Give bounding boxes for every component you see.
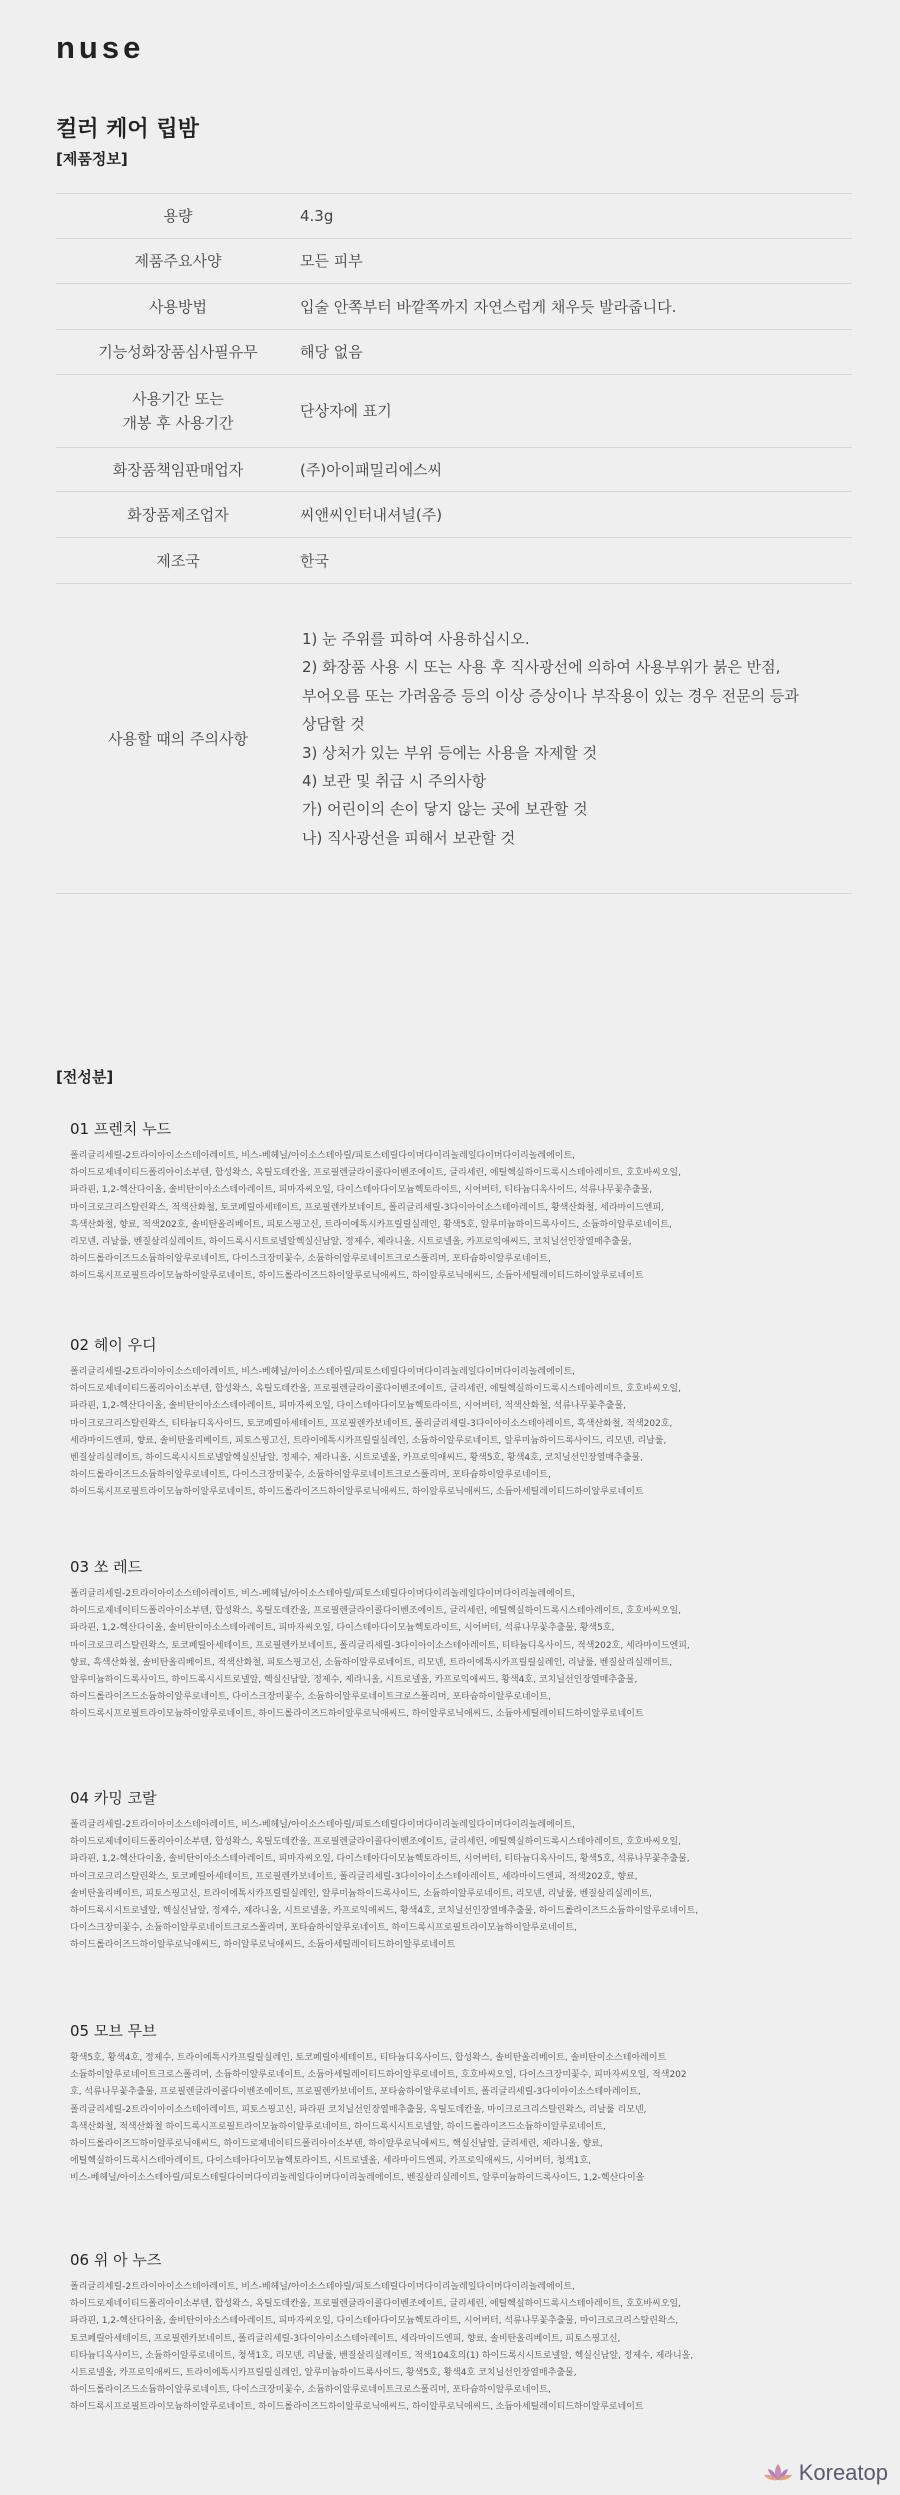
- ingredient-block: [70, 1787, 830, 1955]
- ingredient-line: 하이드롤라이즈드소듐하이알루로네이트, 다이스크장미꽃수, 소듐하이알루로네이트크로스폴리머, 포타슘하이알루로네이트,: [70, 1254, 551, 1265]
- info-row-key: 사용방법: [56, 284, 300, 330]
- ingredient-block: [70, 2020, 830, 2188]
- info-row: [56, 538, 852, 584]
- ingredient-line: 벤질살리실레이트, 하이드록시시트로넬알헥실신남알, 정제수, 제라니올, 시트로넬올, 카프로익애씨드, 황색5호, 황색4호, 코치닐선인장열매추출물,: [70, 1453, 644, 1464]
- ingredient-line: 하이드로제네이티드폴리아이소부텐, 합성왁스, 옥틸도데칸올, 프로필렌글라이콜다이벤조에이트, 글리세린, 에틸헥실하이드록시스테아레이트, 호호바씨오일,: [70, 1606, 681, 1617]
- info-row-key: 기능성화장품심사필유무: [56, 330, 300, 375]
- caution-line: 가) 어린이의 손이 닿지 않는 곳에 보관할 것: [302, 800, 588, 819]
- brand-logo: nuse: [56, 30, 145, 65]
- ingredient-title: 02 헤이 우디: [70, 1336, 157, 1354]
- ingredient-line: 소듐하이알루로네이트크로스폴리머, 소듐하이알루로네이트, 소듐아세틸레이티드하이알루로네이트, 호호바씨오일, 다이스크장미꽃수, 피마자씨오일, 적색202: [70, 2070, 687, 2081]
- ingredient-line: 하이드롤라이즈드하이알루로닉애씨드, 하이드로제네이티드폴리아이소부텐, 하이알루로닉애씨드, 핵실신남알, 글리세린, 제라니올, 향료,: [70, 2139, 603, 2150]
- info-row-value: 단상자에 표기: [300, 375, 852, 448]
- ingredients-section-label: [전성분]: [56, 1068, 114, 1086]
- ingredient-line: 폴리글리세릴-2트라이아이소스테아레이트, 비스-베헤닐/아이소스테아릴/피토스테릴다이머다이리놀레일다이머다이리놀레에이트,: [70, 1589, 576, 1599]
- ingredient-line: 세라마이드엔피, 향료, 솔비탄올리베이트, 피토스핑고신, 트라이에톡시카프릴릴실레인, 소듐하이알루로네이트, 알루미늄하이드록사이드, 리모넨, 리날룰,: [70, 1435, 667, 1446]
- ingredient-line: 폴리글리세릴-2트라이아이소스테아레이트, 비스-베헤닐/아이소스테아릴/피토스테릴다이머다이리놀레일다이머다이리놀레에이트,: [70, 1151, 576, 1161]
- info-row: [56, 375, 852, 448]
- ingredient-title: 04 카밍 코랄: [70, 1789, 157, 1807]
- caution-line: 2) 화장품 사용 시 또는 사용 후 직사광선에 의하여 사용부위가 붉은 반점,: [302, 658, 781, 677]
- ingredient-line: 흑색산화철, 적색산화철 하이드록시프로필트라이모늄하이알루로네이트, 하이드록시시트로넬알, 하이드롤라이즈드소듐하이알루로네이트,: [70, 2121, 606, 2132]
- ingredient-line: 호, 석류나무꽃추출물, 프로필렌글라이콜다이벤조에이트, 프로필렌카보네이트, 포타슘하이알루로네이트, 폴리글리세릴-3다이아이소스테아레이트,: [70, 2087, 641, 2098]
- lotus-icon: [763, 2462, 793, 2484]
- ingredient-line: 알루미늄하이드록사이드, 하이드록시시트로넬알, 헥실신남알, 정제수, 제라니올, 시트로넬올, 카프로익애씨드, 황색4호, 코치닐선인장열매추출물,: [70, 1675, 638, 1686]
- info-row: [56, 284, 852, 330]
- info-row-key: 화장품제조업자: [56, 492, 300, 538]
- ingredient-title: 05 모브 무브: [70, 2022, 157, 2040]
- ingredient-line: 파라핀, 1,2-헥산다이올, 솔비탄이아소스테아레이트, 피마자씨오일, 다이스테아다이모늄헥토라이트, 시어버터, 석류나무꽃추출물, 황색5호,: [70, 1623, 615, 1634]
- info-row-key-line: 개봉 후 사용기간: [122, 414, 234, 432]
- caution-line: 4) 보관 및 취급 시 주의사항: [302, 771, 487, 790]
- product-info-table: [56, 193, 852, 894]
- watermark-text: Koreatop: [798, 2460, 888, 2485]
- ingredient-line: 하이드록시시트로넬알, 헥실신남알, 정제수, 제라니올, 시트로넬올, 카프로익애씨드, 황색4호, 코치닐선인장열매추출물, 하이드롤라이즈드소듐하이알루로네이트,: [70, 1906, 699, 1917]
- ingredient-title: 01 프렌치 누드: [70, 1120, 172, 1138]
- ingredient-line: 파라핀, 1,2-헥산다이올, 솔비탄이아소스테아레이트, 피마자씨오일, 다이스테아다이모늄헥토라이트, 시어버터, 티타늄디옥사이드, 황색5호, 석류나무꽃추출물,: [70, 1854, 690, 1865]
- caution-line: 부어오름 또는 가려움증 등의 이상 증상이나 부작용이 있는 경우 전문의 등과: [302, 686, 799, 705]
- info-row-key: 용량: [56, 194, 300, 239]
- ingredient-block: [70, 1118, 830, 1286]
- caution-row: [56, 584, 852, 894]
- ingredient-line: 하이드롤라이즈드하이알루로닉애씨드, 하이알루로닉애씨드, 소듐아세틸레이티드하이알루로네이트: [70, 1940, 456, 1951]
- ingredient-line: 흑색산화철, 향료, 적색202호, 솔비탄올리베이트, 피토스핑고신, 트라이에톡시카프릴릴실레인, 황색5호, 알루미늄하이드록사이드, 소듐하이알루로네이트,: [70, 1219, 672, 1230]
- caution-line: 1) 눈 주위를 피하여 사용하십시오.: [302, 629, 530, 648]
- caution-line: 3) 상처가 있는 부위 등에는 사용을 자제할 것: [302, 743, 598, 762]
- ingredient-line: 비스-베헤닐/아이소스테아릴/피토스테릴다이머다이리놀레일다이머다이리놀레에이트, 벤질살리실레이트, 알루미늄하이드록사이드, 1,2-헥산다이올: [70, 2173, 645, 2184]
- caution-line: 나) 직사광선을 피해서 보관할 것: [302, 828, 516, 847]
- ingredient-line: 파라핀, 1,2-헥산다이올, 솔비탄이아소스테아레이트, 피마자씨오일, 다이스테아다이모늄헥토라이트, 시어버터, 적색산화철, 석류나무꽃추출물,: [70, 1401, 627, 1412]
- caution-line: 상담할 것: [302, 715, 365, 734]
- watermark: [763, 2460, 888, 2486]
- ingredient-line: 파라핀, 1,2-헥산다이올, 솔비탄이아소스테아레이트, 피마자씨오일, 다이스테아다이모늄헥토라이트, 시어버터, 티타늄디옥사이드, 석류나무꽃추출물,: [70, 1185, 653, 1196]
- ingredient-block: [70, 2249, 830, 2417]
- ingredient-line: 하이드록시프로필트라이모늄하이알루로네이트, 하이드롤라이즈드하이알루로닉애씨드, 하이알루로닉애씨드, 소듐아세틸레이티드하이알루로네이트: [70, 1271, 644, 1282]
- info-row: [56, 194, 852, 239]
- info-row-key: 제조국: [56, 538, 300, 584]
- ingredient-line: 하이드롤라이즈드소듐하이알루로네이트, 다이스크장미꽃수, 소듐하이알루로네이트크로스폴리머, 포타슘하이알루로네이트,: [70, 2385, 551, 2396]
- info-row-value: 모든 피부: [300, 239, 852, 284]
- info-row-value: 해당 없음: [300, 330, 852, 375]
- ingredient-line: 에틸헥실하이드록시스테아레이트, 다이스테아다이모늄헥토라이트, 시트로넬올, 세라마이드엔피, 카프로익애씨드, 시어버터, 청색1호,: [70, 2156, 592, 2167]
- ingredient-line: 토코페릴아세테이트, 프로필렌카보네이트, 폴리글리세릴-3다이아이소스테아레이트, 세라마이드엔피, 향료, 솔비탄올리베이트, 피토스핑고신,: [70, 2333, 621, 2344]
- ingredient-line: 마이크로크리스탈린왁스, 토코페릴아세테이트, 프로필렌카보네이트, 폴리글리세릴-3다이아이소스테아레이트, 티타늄디옥사이드, 적색202호, 세라마이드엔피,: [70, 1640, 690, 1651]
- ingredient-line: 파라핀, 1,2-헥산다이올, 솔비탄이아소스테아레이트, 피마자씨오일, 다이스테아다이모늄헥토라이트, 시어버터, 석류나무꽃추출물, 마이크로크리스탈린왁스,: [70, 2316, 679, 2327]
- info-row-key: 제품주요사양: [56, 239, 300, 284]
- caution-value: [300, 584, 852, 894]
- info-row-value: 입술 안쪽부터 바깥쪽까지 자연스럽게 채우듯 발라줍니다.: [300, 284, 852, 330]
- ingredient-line: 하이드로제네이티드폴리아이소부텐, 합성왁스, 옥틸도데칸올, 프로필렌글라이콜다이벤조에이트, 글리세린, 에틸헥실하이드록시스테아레이트, 호호바씨오일,: [70, 1837, 681, 1848]
- info-row: [56, 492, 852, 538]
- ingredient-title: 06 위 아 누즈: [70, 2251, 162, 2269]
- info-row-value: (주)아이패밀리에스씨: [300, 448, 852, 492]
- ingredient-line: 솔비탄올리베이트, 피토스핑고신, 트라이에톡시카프릴릴실레인, 알루미늄하이드록사이드, 소듐하이알루로네이트, 리모넨, 리날룰, 벤질살리실레이트,: [70, 1888, 652, 1899]
- info-row: [56, 239, 852, 284]
- ingredient-line: 마이크로크리스탈린왁스, 토코페릴아세테이트, 프로필렌카보네이트, 폴리글리세릴-3다이아이소스테아레이트, 세라마이드엔피, 적색202호, 향료,: [70, 1871, 638, 1882]
- info-row-key: 화장품책임판매업자: [56, 448, 300, 492]
- ingredient-line: 하이드롤라이즈드소듐하이알루로네이트, 다이스크장미꽃수, 소듐하이알루로네이트크로스폴리머, 포타슘하이알루로네이트,: [70, 1470, 551, 1481]
- ingredient-line: 폴리글리세릴-2트라이아이소스테아레이트, 비스-베헤닐/아이소스테아릴/피토스테릴다이머다이리놀레일다이머다이리놀레에이트,: [70, 1367, 576, 1377]
- info-row-key-line: 사용기간 또는: [132, 390, 224, 408]
- info-row: [56, 448, 852, 492]
- product-title: 컬러 케어 립밤: [56, 117, 199, 142]
- ingredient-line: 하이드로제네이티드폴리아이소부텐, 합성왁스, 옥틸도데칸올, 프로필렌글라이콜다이벤조에이트, 글리세린, 에틸헥실하이드록시스테아레이트, 호호바씨오일,: [70, 1168, 681, 1179]
- ingredient-title: 03 쏘 레드: [70, 1558, 143, 1576]
- ingredient-block: [70, 1334, 830, 1502]
- ingredient-line: 하이드록시프로필트라이모늄하이알루로네이트, 하이드롤라이즈드하이알루로닉애씨드, 하이알루로닉애씨드, 소듐아세틸레이티드하이알루로네이트: [70, 1709, 644, 1720]
- ingredient-line: 향료, 흑색산화철, 솔비탄올리베이트, 적색산화철, 피토스핑고신, 소듐하이알루로네이트, 리모넨, 트라이에톡시카프릴릴실레인, 리날룰, 벤질살리실레이트,: [70, 1657, 673, 1668]
- ingredient-line: 다이스크장미꽃수, 소듐하이알루로네이트크로스폴리머, 포타슘하이알루로네이트, 하이드록시프로필트라이모늄하이알루로네이트,: [70, 1923, 577, 1934]
- ingredient-line: 폴리글리세릴-2트라이아이소스테아레이트, 비스-베헤닐/아이소스테아릴/피토스테릴다이머다이리놀레일다이머다이리놀레에이트,: [70, 2282, 576, 2292]
- ingredient-line: 시트로넬올, 카프로익애씨드, 트라이에톡시카프릴릴실레인, 알루미늄하이드록사이드, 황색5호, 황색4호 코치닐선인장열매추출물,: [70, 2368, 577, 2379]
- ingredient-line: 폴리글리세릴-2트라이아이소스테아레이트, 비스-베헤닐/아이소스테아릴/피토스테릴다이머다이리놀레일다이머다이리놀레에이트,: [70, 1820, 576, 1830]
- info-row-value: 한국: [300, 538, 852, 584]
- info-row-value: 씨앤씨인터내셔널(주): [300, 492, 852, 538]
- ingredient-block: [70, 1556, 830, 1724]
- ingredient-line: 하이드로제네이티드폴리아이소부텐, 합성왁스, 옥틸도데칸올, 프로필렌글라이콜다이벤조에이트, 글리세린, 에틸헥실하이드록시스테아레이트, 호호바씨오일,: [70, 1384, 681, 1395]
- info-row-value: 4.3g: [300, 194, 852, 239]
- caution-key: 사용할 때의 주의사항: [56, 584, 300, 894]
- ingredient-line: 마이크로크리스탈린왁스, 티타늄디옥사이드, 토코페릴아세테이트, 프로필렌카보네이트, 폴리글리세릴-3다이아이소스테아레이트, 흑색산화철, 적색202호,: [70, 1418, 673, 1429]
- info-section-label: [제품정보]: [56, 150, 128, 168]
- ingredient-line: 폴리글리세릴-2트라이아이소스테아레이트, 피토스핑고신, 파라핀 코치닐선인장열매추출물, 옥틸도데칸올, 마이크로크리스탈린왁스, 리날룰 리모넨,: [70, 2104, 647, 2115]
- ingredient-line: 티타늄디옥사이드, 소듐하이알루로네이트, 청색1호, 리모넨, 리날룰, 벤질살리실레이트, 적색104호의(1) 하이드록시시트로넬알, 헥실신남알, 정제수, 제라니올,: [70, 2350, 694, 2361]
- ingredient-line: 황색5호, 황색4호, 정제수, 트라이에톡시카프릴릴실레인, 토코페릴아세테이트, 티타늄디옥사이드, 합성왁스, 솔비탄올리베이트, 솔비탄이소스테아레이트: [70, 2053, 667, 2063]
- ingredient-line: 하이드록시프로필트라이모늄하이알루로네이트, 하이드롤라이즈드하이알루로닉애씨드, 하이알루로닉애씨드, 소듐아세틸레이티드하이알루로네이트: [70, 1487, 644, 1498]
- info-row: [56, 330, 852, 375]
- ingredient-line: 리모넨, 리날룰, 벤질살리실레이트, 하이드록시시트로넬알헥실신남알, 정제수, 제라니올, 시트로넬올, 카프로익애씨드, 코치닐선인장열매추출물,: [70, 1237, 632, 1248]
- ingredient-line: 마이크로크리스탈린왁스, 적색산화철, 토코페릴아세테이트, 프로필렌카보네이트, 폴리글리세릴-3다이아이소스테아레이트, 황색산화철, 세라마이드엔피,: [70, 1202, 664, 1213]
- ingredient-line: 하이드롤라이즈드소듐하이알루로네이트, 다이스크장미꽃수, 소듐하이알루로네이트크로스폴리머, 포타슘하이알루로네이트,: [70, 1692, 551, 1703]
- info-row-key: [56, 375, 300, 448]
- ingredient-line: 하이드록시프로필트라이모늄하이알루로네이트, 하이드롤라이즈드하이알루로닉애씨드, 하이알루로닉애씨드, 소듐아세틸레이티드하이알루로네이트: [70, 2402, 644, 2413]
- ingredient-line: 하이드로제네이티드폴리아이소부텐, 합성왁스, 옥틸도데칸올, 프로필렌글라이콜다이벤조에이트, 글리세린, 에틸헥실하이드록시스테아레이트, 호호바씨오일,: [70, 2299, 681, 2310]
